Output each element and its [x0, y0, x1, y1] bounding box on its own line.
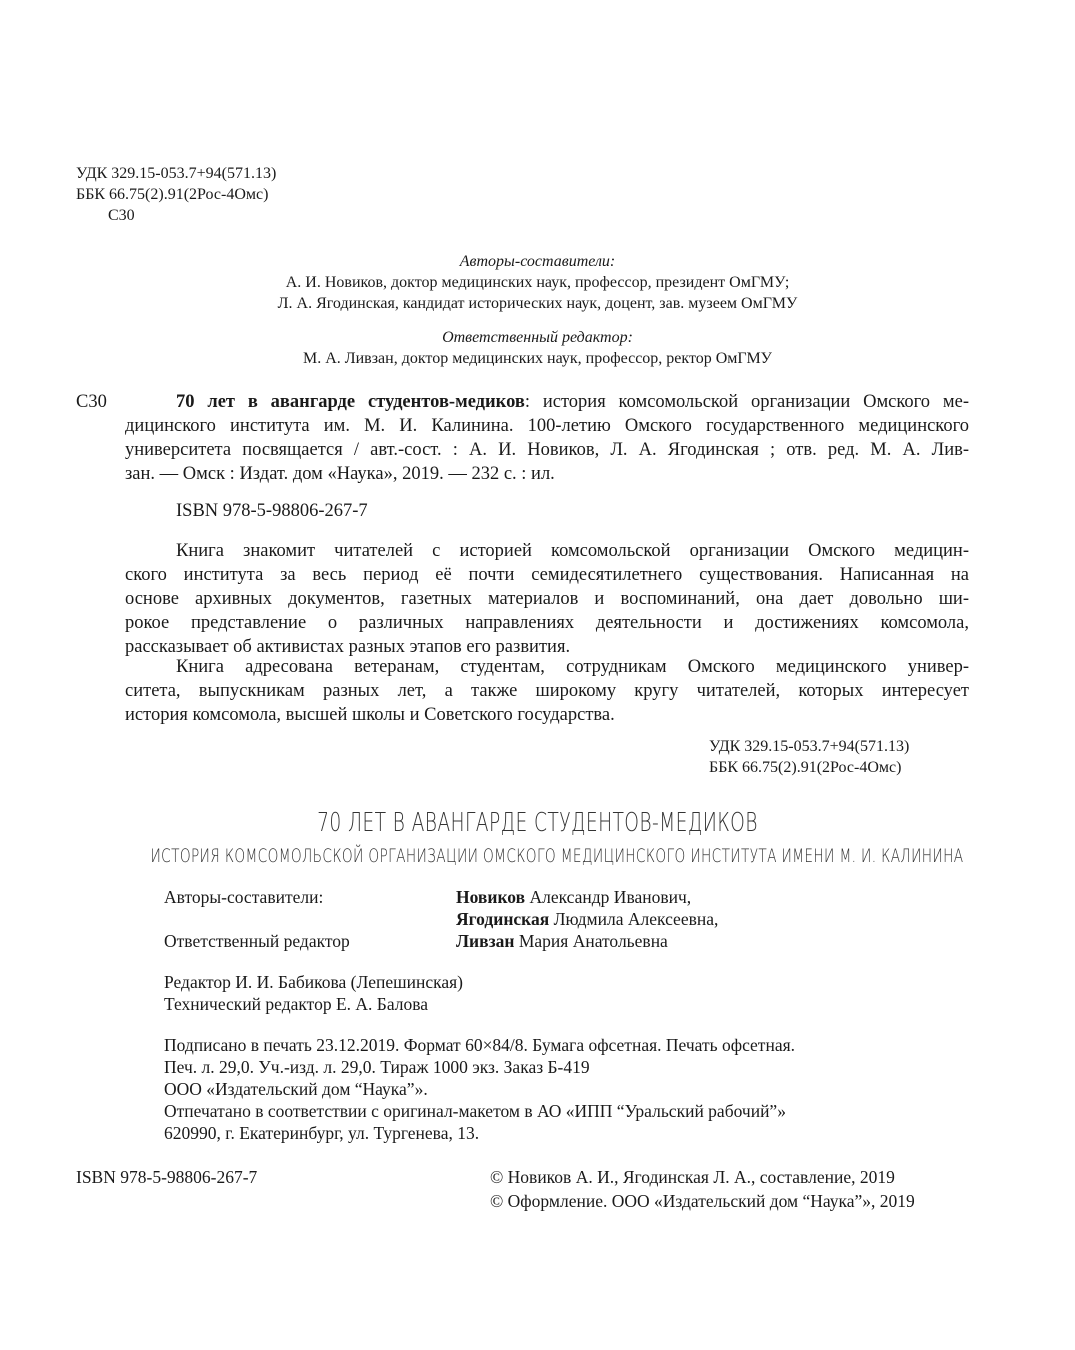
imprint-editor: Ливзан Мария Анатольевна — [456, 931, 668, 951]
print-info-line: Печ. л. 29,0. Уч.-изд. л. 29,0. Тираж 1000 экз. Заказ Б-419 — [164, 1057, 590, 1077]
udk-code: УДК 329.15-053.7+94(571.13) — [76, 165, 277, 182]
bbk-code: ББК 66.75(2).91(2Рос-4Омс) — [76, 186, 269, 203]
catalog-line-2: дицинского института им. М. И. Калинина. 100-летию Омского государственного медицинского — [125, 416, 969, 436]
catalog-line-1: 70 лет в авангарде студентов-медиков: история комсомольской организации Омского ме- — [176, 392, 969, 412]
imprint-editor-label: Ответственный редактор — [164, 931, 350, 951]
copyright-design: © Оформление. ООО «Издательский дом “Наука”», 2019 — [490, 1191, 915, 1211]
catalog-line-3: университета посвящается / авт.-сост. : А. И. Новиков, Л. А. Ягодинская ; отв. ред. М. А. Лив- — [125, 440, 969, 460]
print-info-line: Подписано в печать 23.12.2019. Формат 60×84/8. Бумага офсетная. Печать офсетная. — [164, 1035, 796, 1055]
annotation-udk: УДК 329.15-053.7+94(571.13) — [709, 738, 910, 755]
imprint-author-1: Новиков Александр Иванович, — [456, 887, 692, 907]
authors-heading: Авторы-составители: — [459, 253, 616, 270]
annotation-line: история комсомола, высшей школы и Советского государства. — [125, 705, 615, 725]
technical-editor: Технический редактор Е. А. Балова — [164, 994, 429, 1014]
annotation-line: рассказывает об активистах разных этапов его развития. — [125, 637, 571, 657]
author-mark: С30 — [108, 207, 135, 224]
author-2-credit: Л. А. Ягодинская, кандидат исторических наук, доцент, зав. музеем ОмГМУ — [277, 295, 798, 312]
footer-isbn: ISBN 978-5-98806-267-7 — [76, 1167, 258, 1187]
print-info-line: ООО «Издательский дом “Наука”». — [164, 1079, 428, 1099]
catalog-mark: С30 — [76, 392, 107, 412]
annotation-line: ского института за весь период её почти семидесятилетнего существования. Написанная на — [125, 565, 969, 585]
annotation-line: ситета, выпускникам разных лет, а также широкому кругу читателей, которых интересует — [125, 681, 969, 701]
annotation-line: основе архивных документов, газетных материалов и воспоминаний, она дает довольно ши- — [125, 589, 969, 609]
imprint-subtitle: ИСТОРИЯ КОМСОМОЛЬСКОЙ ОРГАНИЗАЦИИ ОМСКОГО МЕДИЦИНСКОГО ИНСТИТУТА ИМЕНИ М. И. КАЛИНИНА — [150, 845, 964, 867]
copy-editor: Редактор И. И. Бабикова (Лепешинская) — [164, 972, 464, 992]
catalog-isbn: ISBN 978-5-98806-267-7 — [176, 501, 368, 521]
author-1-credit: А. И. Новиков, доктор медицинских наук, профессор, президент ОмГМУ; — [285, 274, 790, 291]
print-info-line: 620990, г. Екатеринбург, ул. Тургенева, 13. — [164, 1123, 480, 1143]
copyright-compilation: © Новиков А. И., Ягодинская Л. А., составление, 2019 — [490, 1167, 895, 1187]
annotation-bbk: ББК 66.75(2).91(2Рос-4Омс) — [709, 759, 902, 776]
annotation-line: рокое представление о различных направлениях деятельности и достижениях комсомола, — [125, 613, 969, 633]
editor-credit: М. А. Ливзан, доктор медицинских наук, профессор, ректор ОмГМУ — [302, 350, 773, 367]
catalog-line-4: зан. — Омск : Издат. дом «Наука», 2019. — 232 с. : ил. — [125, 464, 555, 484]
imprint-title: 70 ЛЕТ В АВАНГАРДЕ СТУДЕНТОВ-МЕДИКОВ — [317, 808, 758, 838]
book-title: 70 лет в авангарде студентов-медиков — [176, 392, 525, 412]
imprint-authors-label: Авторы-составители: — [164, 887, 324, 907]
print-info-line: Отпечатано в соответствии с оригинал-макетом в АО «ИПП “Уральский рабочий”» — [164, 1101, 786, 1121]
annotation-line: Книга знакомит читателей с историей комсомольской организации Омского медицин- — [176, 541, 969, 561]
annotation-line: Книга адресована ветеранам, студентам, сотрудникам Омского медицинского универ- — [176, 657, 969, 677]
imprint-author-2: Ягодинская Людмила Алексеевна, — [456, 909, 719, 929]
editor-heading: Ответственный редактор: — [442, 329, 633, 346]
